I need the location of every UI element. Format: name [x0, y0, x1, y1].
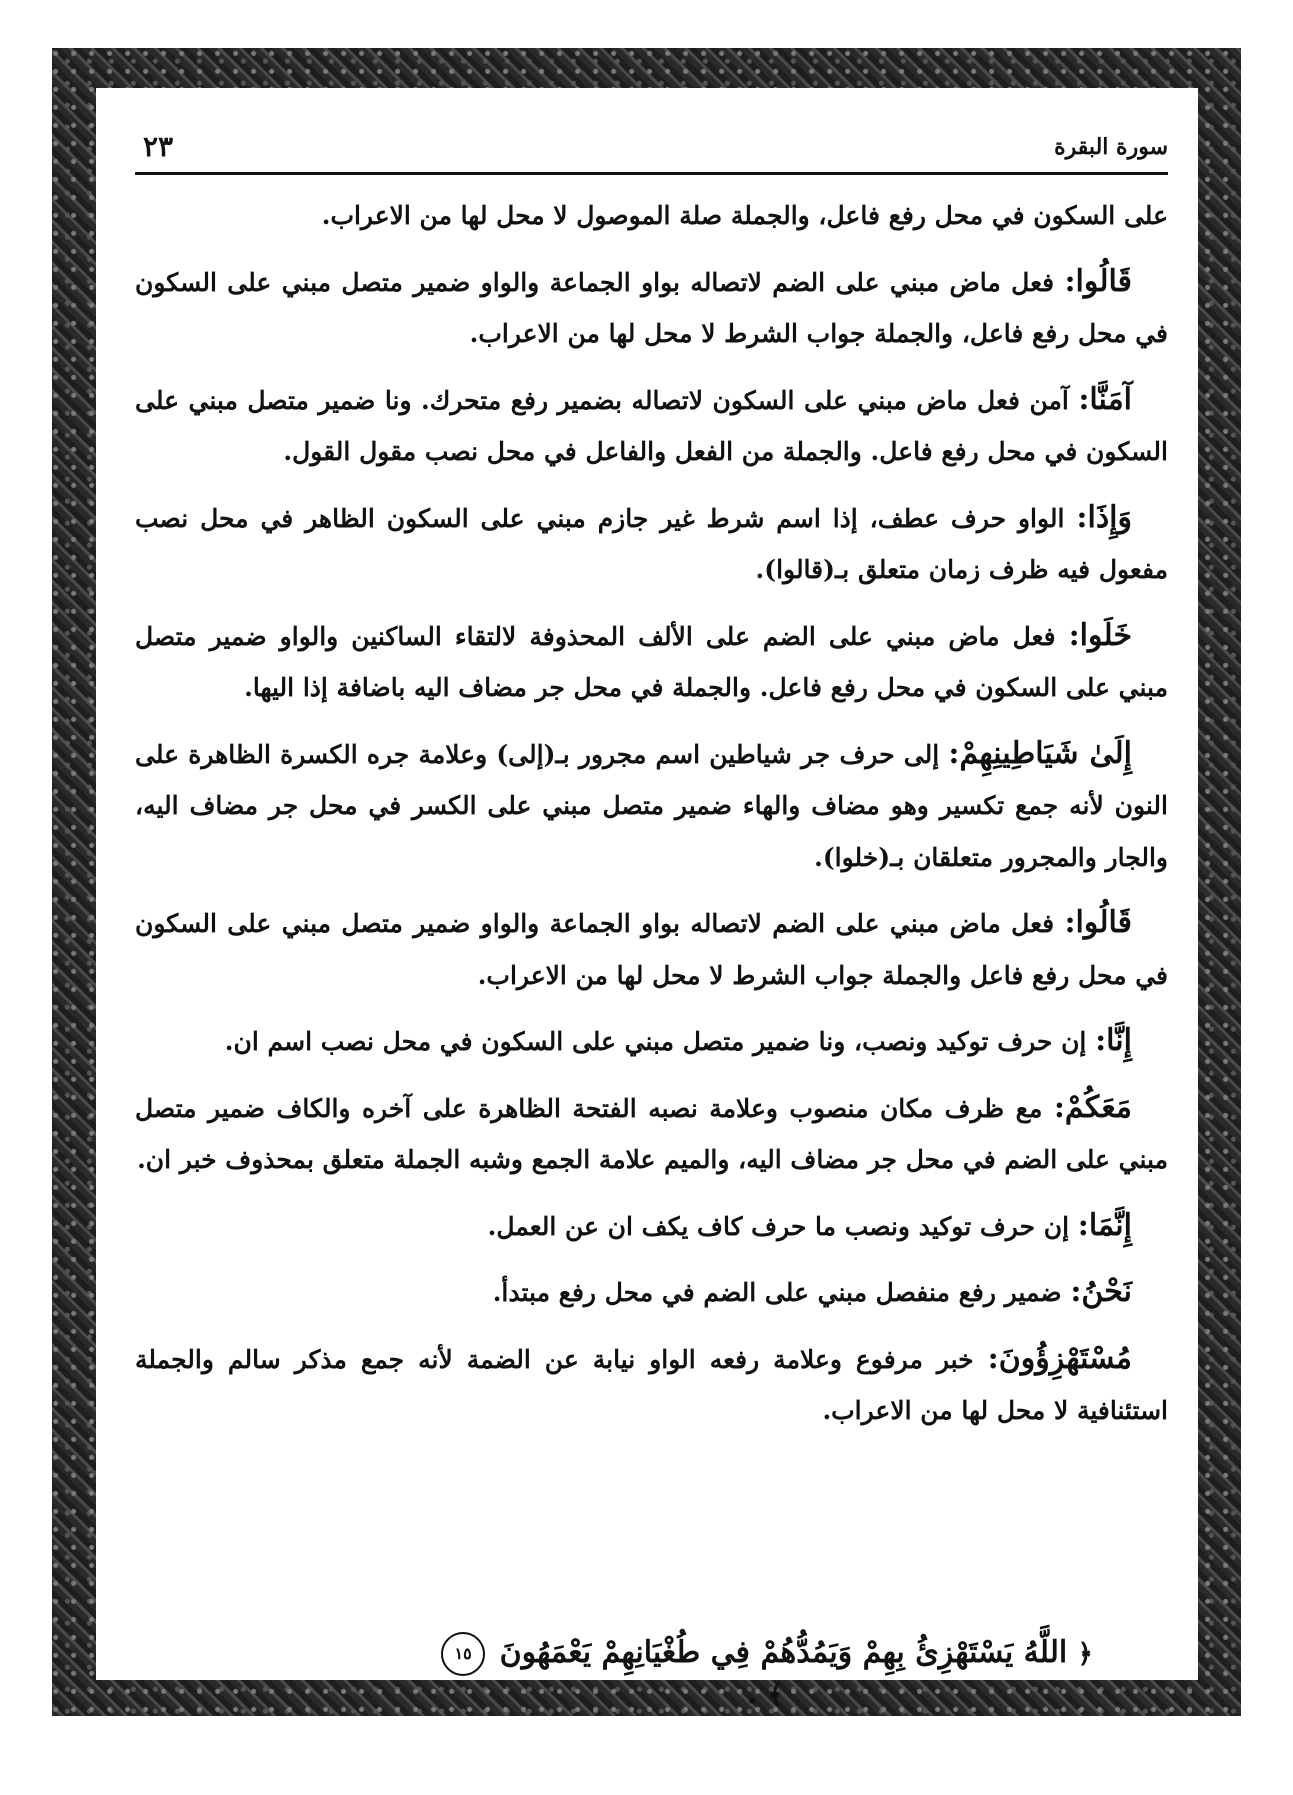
paragraph	[135, 1015, 1168, 1068]
quranic-term: مَعَكُمْ:	[1053, 1089, 1132, 1125]
verse-open-bracket: ﴿	[1077, 1639, 1093, 1669]
quranic-term: إِلَىٰ شَيَاطِينِهِمْ:	[948, 735, 1132, 771]
paragraph-text: مع ظرف مكان منصوب وعلامة نصبه الفتحة الظاهرة على آخره والكاف ضمير متصل مبني على الضم في محل جر مضاف اليه، والميم علامة الجمع وشبه الجملة متعلق بمحذوف خبر ان.	[135, 1093, 1168, 1174]
paragraph	[135, 190, 1168, 242]
paragraph-text: فعل ماض مبني على الضم لاتصاله بواو الجماعة والواو ضمير متصل مبني على السكون في محل رفع فاعل والجملة جواب الشرط لا محل لها من الاعراب.	[135, 909, 1168, 990]
ayah-number: ١٥	[441, 1632, 485, 1676]
paragraph	[135, 897, 1168, 1001]
quranic-term: مُسْتَهْزِؤُونَ:	[987, 1340, 1132, 1376]
paragraph-text: خبر مرفوع وعلامة رفعه الواو نيابة عن الضمة لأنه جمع مذكر سالم والجملة استئنافية لا محل لها من الاعراب.	[135, 1344, 1168, 1425]
paragraph-text: الواو حرف عطف، إذا اسم شرط غير جازم مبني على السكون الظاهر في محل نصب مفعول فيه ظرف زمان متعلق بـ(قالوا).	[135, 503, 1168, 584]
paragraph-text: إن حرف توكيد ونصب ما حرف كاف يكف ان عن العمل.	[487, 1211, 1070, 1241]
paragraph	[135, 1266, 1168, 1319]
paragraph	[135, 492, 1168, 596]
verse-close-bracket: ﴾	[767, 1680, 784, 1710]
paragraph-text: إن حرف توكيد ونصب، ونا ضمير متصل مبني على السكون في محل نصب اسم ان.	[224, 1027, 1087, 1056]
quranic-term: قَالُوا:	[1064, 905, 1132, 940]
page-number: ٢٣	[143, 130, 174, 163]
quranic-term: إِنَّمَا:	[1077, 1207, 1132, 1243]
paragraph-text: فعل ماض مبني على الضم لاتصاله بواو الجماعة والواو ضمير متصل مبني على السكون في محل رفع فاعل، والجملة جواب الشرط لا محل لها من الاعراب.	[135, 267, 1168, 348]
quran-verse	[435, 1632, 1095, 1711]
paragraph-text: على السكون في محل رفع فاعل، والجملة صلة الموصول لا محل لها من الاعراب.	[321, 201, 1168, 230]
paragraph	[135, 610, 1168, 714]
paragraph	[135, 374, 1168, 478]
quranic-term: خَلَوا:	[1068, 617, 1132, 653]
page-content	[135, 190, 1168, 1451]
quranic-term: نَحْنُ:	[1070, 1274, 1132, 1309]
verse-end-mark: .	[746, 1676, 758, 1711]
paragraph-text: إلى حرف جر شياطين اسم مجرور بـ(إلى) وعلامة جره الكسرة الظاهرة على النون لأنه جمع تكسير وهو مضاف والهاء ضمير متصل مبني على الكسر في محل جر مضاف اليه، والجار والمجرور متعلقان بـ(خلوا).	[135, 739, 1168, 872]
quranic-term: آمَنَّا:	[1078, 381, 1132, 417]
page-header	[135, 128, 1168, 175]
paragraph	[135, 256, 1168, 360]
paragraph-text: ضمير رفع منفصل مبني على الضم في محل رفع مبتدأ.	[492, 1278, 1062, 1307]
paragraph-text: فعل ماض مبني على الضم على الألف المحذوفة لالتقاء الساكنين والواو ضمير متصل مبني على السكون في محل رفع فاعل. والجملة في محل جر مضاف اليه باضافة إذا اليها.	[135, 621, 1168, 702]
verse-text: اللَّهُ يَسْتَهْزِئُ بِهِمْ وَيَمُدُّهُمْ فِي طُغْيَانِهِمْ يَعْمَهُونَ	[499, 1635, 1068, 1670]
paragraph	[135, 728, 1168, 884]
paragraph	[135, 1082, 1168, 1186]
quranic-term: قَالُوا:	[1064, 263, 1132, 299]
quranic-term: وَإِذَا:	[1076, 499, 1132, 535]
surah-title: سورة البقرة	[1054, 134, 1168, 160]
paragraph-text: آمن فعل ماض مبني على السكون لاتصاله بضمير رفع متحرك. ونا ضمير متصل مبني على السكون في محل رفع فاعل. والجملة من الفعل والفاعل في محل نصب مقول القول.	[135, 385, 1168, 466]
paragraph	[135, 1333, 1168, 1437]
quranic-term: إِنَّا:	[1095, 1023, 1132, 1058]
paragraph	[135, 1200, 1168, 1253]
